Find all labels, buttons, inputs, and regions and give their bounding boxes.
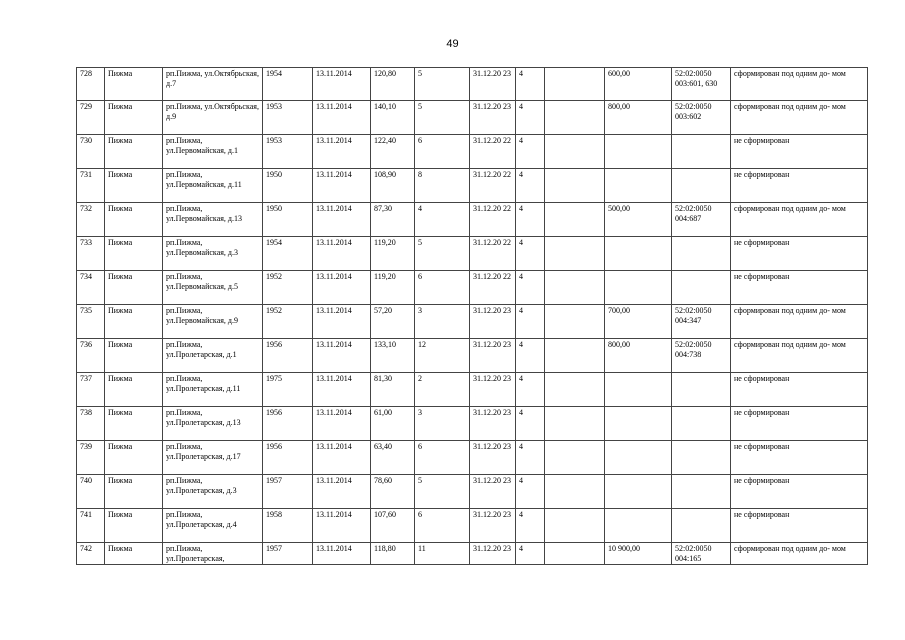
cell-address: рп.Пижма, ул.Октябрьская, д.9	[163, 101, 263, 135]
cell-amount: 10 900,00	[605, 543, 672, 565]
cell-address: рп.Пижма, ул.Пролетарская, д.11	[163, 373, 263, 407]
cell-settlement: Пижма	[105, 305, 163, 339]
cell-settlement: Пижма	[105, 339, 163, 373]
cell-cadastral-number	[672, 135, 731, 169]
table-row	[77, 373, 868, 407]
cell-build-year: 1953	[263, 101, 313, 135]
cell-settlement: Пижма	[105, 68, 163, 101]
cell-build-year: 1952	[263, 271, 313, 305]
cell-cadastral-number	[672, 169, 731, 203]
cell-category: 4	[516, 543, 545, 565]
cell-cadastral-number: 52:02:0050 004:347	[672, 305, 731, 339]
cell-land-status: сформирован под одним до- мом	[731, 68, 868, 101]
table-row	[77, 509, 868, 543]
cell-extra-column	[545, 203, 605, 237]
cell-category: 4	[516, 441, 545, 475]
cell-area: 122,40	[371, 135, 415, 169]
cell-residents-count: 6	[415, 509, 470, 543]
cell-cadastral-number: 52:02:0050 003:602	[672, 101, 731, 135]
cell-residents-count: 3	[415, 407, 470, 441]
cell-category: 4	[516, 101, 545, 135]
cell-cadastral-number: 52:02:0050 004:738	[672, 339, 731, 373]
table-row	[77, 271, 868, 305]
cell-settlement: Пижма	[105, 237, 163, 271]
cell-deadline: 31.12.20 23	[470, 543, 516, 565]
cell-residents-count: 5	[415, 237, 470, 271]
cell-address: рп.Пижма, ул.Первомайская, д.3	[163, 237, 263, 271]
cell-extra-column	[545, 68, 605, 101]
cell-inclusion-date: 13.11.2014	[313, 169, 371, 203]
cell-inclusion-date: 13.11.2014	[313, 475, 371, 509]
cell-land-status: сформирован под одним до- мом	[731, 543, 868, 565]
cell-row-number: 729	[77, 101, 105, 135]
cell-inclusion-date: 13.11.2014	[313, 237, 371, 271]
table-row	[77, 101, 868, 135]
cell-inclusion-date: 13.11.2014	[313, 135, 371, 169]
cell-amount: 800,00	[605, 101, 672, 135]
cell-row-number: 728	[77, 68, 105, 101]
table-row	[77, 475, 868, 509]
cell-build-year: 1956	[263, 339, 313, 373]
cell-settlement: Пижма	[105, 407, 163, 441]
cell-amount: 600,00	[605, 68, 672, 101]
cell-build-year: 1953	[263, 135, 313, 169]
cell-deadline: 31.12.20 23	[470, 509, 516, 543]
cell-deadline: 31.12.20 23	[470, 305, 516, 339]
cell-residents-count: 6	[415, 271, 470, 305]
cell-settlement: Пижма	[105, 271, 163, 305]
cell-amount	[605, 509, 672, 543]
cell-address: рп.Пижма, ул.Пролетарская,	[163, 543, 263, 565]
cell-land-status: сформирован под одним до- мом	[731, 305, 868, 339]
cell-build-year: 1954	[263, 68, 313, 101]
cell-area: 61,00	[371, 407, 415, 441]
cell-area: 118,80	[371, 543, 415, 565]
cell-extra-column	[545, 101, 605, 135]
cell-inclusion-date: 13.11.2014	[313, 543, 371, 565]
cell-extra-column	[545, 475, 605, 509]
cell-inclusion-date: 13.11.2014	[313, 407, 371, 441]
cell-address: рп.Пижма, ул.Первомайская, д.9	[163, 305, 263, 339]
cell-row-number: 736	[77, 339, 105, 373]
cell-category: 4	[516, 169, 545, 203]
cell-amount	[605, 135, 672, 169]
cell-residents-count: 12	[415, 339, 470, 373]
cell-build-year: 1950	[263, 203, 313, 237]
cell-settlement: Пижма	[105, 203, 163, 237]
cell-area: 120,80	[371, 68, 415, 101]
cell-category: 4	[516, 373, 545, 407]
table-row	[77, 237, 868, 271]
cell-area: 133,10	[371, 339, 415, 373]
cell-address: рп.Пижма, ул.Первомайская, д.5	[163, 271, 263, 305]
cell-deadline: 31.12.20 22	[470, 237, 516, 271]
table-row	[77, 339, 868, 373]
cell-area: 57,20	[371, 305, 415, 339]
cell-category: 4	[516, 475, 545, 509]
cell-amount: 800,00	[605, 339, 672, 373]
cell-deadline: 31.12.20 23	[470, 101, 516, 135]
cell-inclusion-date: 13.11.2014	[313, 305, 371, 339]
cell-amount: 700,00	[605, 305, 672, 339]
cell-row-number: 734	[77, 271, 105, 305]
cell-row-number: 733	[77, 237, 105, 271]
cell-cadastral-number	[672, 509, 731, 543]
cell-category: 4	[516, 135, 545, 169]
cell-settlement: Пижма	[105, 169, 163, 203]
cell-deadline: 31.12.20 22	[470, 203, 516, 237]
cell-build-year: 1975	[263, 373, 313, 407]
cell-deadline: 31.12.20 23	[470, 441, 516, 475]
cell-extra-column	[545, 135, 605, 169]
cell-land-status: не сформирован	[731, 407, 868, 441]
cell-amount	[605, 441, 672, 475]
cell-residents-count: 5	[415, 68, 470, 101]
cell-residents-count: 11	[415, 543, 470, 565]
cell-residents-count: 3	[415, 305, 470, 339]
cell-area: 81,30	[371, 373, 415, 407]
cell-extra-column	[545, 271, 605, 305]
cell-amount	[605, 407, 672, 441]
cell-land-status: сформирован под одним до- мом	[731, 339, 868, 373]
cell-residents-count: 4	[415, 203, 470, 237]
cell-amount	[605, 271, 672, 305]
cell-build-year: 1952	[263, 305, 313, 339]
cell-cadastral-number	[672, 373, 731, 407]
table-row	[77, 203, 868, 237]
cell-row-number: 741	[77, 509, 105, 543]
cell-category: 4	[516, 237, 545, 271]
cell-settlement: Пижма	[105, 373, 163, 407]
cell-land-status: не сформирован	[731, 237, 868, 271]
cell-land-status: не сформирован	[731, 135, 868, 169]
cell-cadastral-number: 52:02:0050 004:687	[672, 203, 731, 237]
cell-extra-column	[545, 169, 605, 203]
cell-cadastral-number	[672, 271, 731, 305]
cell-land-status: не сформирован	[731, 475, 868, 509]
cell-land-status: сформирован под одним до- мом	[731, 203, 868, 237]
cell-address: рп.Пижма, ул.Первомайская, д.11	[163, 169, 263, 203]
table-row	[77, 169, 868, 203]
cell-settlement: Пижма	[105, 101, 163, 135]
table-row	[77, 543, 868, 565]
cell-address: рп.Пижма, ул.Пролетарская, д.1	[163, 339, 263, 373]
cell-extra-column	[545, 305, 605, 339]
cell-row-number: 740	[77, 475, 105, 509]
cell-land-status: не сформирован	[731, 441, 868, 475]
cell-category: 4	[516, 407, 545, 441]
table-row	[77, 135, 868, 169]
table-row	[77, 68, 868, 101]
cell-area: 119,20	[371, 237, 415, 271]
cell-build-year: 1956	[263, 407, 313, 441]
cell-residents-count: 2	[415, 373, 470, 407]
table-row	[77, 305, 868, 339]
registry-body	[77, 68, 868, 565]
cell-settlement: Пижма	[105, 135, 163, 169]
cell-area: 78,60	[371, 475, 415, 509]
cell-deadline: 31.12.20 23	[470, 339, 516, 373]
cell-deadline: 31.12.20 23	[470, 475, 516, 509]
cell-land-status: не сформирован	[731, 271, 868, 305]
cell-row-number: 732	[77, 203, 105, 237]
cell-address: рп.Пижма, ул.Пролетарская, д.17	[163, 441, 263, 475]
table-row	[77, 441, 868, 475]
cell-deadline: 31.12.20 22	[470, 135, 516, 169]
cell-build-year: 1954	[263, 237, 313, 271]
cell-category: 4	[516, 68, 545, 101]
table-row	[77, 407, 868, 441]
cell-deadline: 31.12.20 23	[470, 407, 516, 441]
cell-build-year: 1956	[263, 441, 313, 475]
cell-settlement: Пижма	[105, 441, 163, 475]
cell-row-number: 731	[77, 169, 105, 203]
cell-deadline: 31.12.20 22	[470, 169, 516, 203]
cell-cadastral-number	[672, 237, 731, 271]
cell-build-year: 1950	[263, 169, 313, 203]
cell-address: рп.Пижма, ул.Первомайская, д.1	[163, 135, 263, 169]
cell-extra-column	[545, 441, 605, 475]
cell-amount	[605, 237, 672, 271]
cell-inclusion-date: 13.11.2014	[313, 101, 371, 135]
cell-inclusion-date: 13.11.2014	[313, 339, 371, 373]
cell-row-number: 738	[77, 407, 105, 441]
cell-area: 107,60	[371, 509, 415, 543]
page-number: 49	[446, 38, 459, 50]
cell-cadastral-number: 52:02:0050 004:165	[672, 543, 731, 565]
cell-inclusion-date: 13.11.2014	[313, 441, 371, 475]
cell-inclusion-date: 13.11.2014	[313, 68, 371, 101]
cell-cadastral-number	[672, 441, 731, 475]
cell-amount	[605, 169, 672, 203]
cell-address: рп.Пижма, ул.Первомайская, д.13	[163, 203, 263, 237]
cell-land-status: не сформирован	[731, 373, 868, 407]
cell-build-year: 1958	[263, 509, 313, 543]
cell-cadastral-number: 52:02:0050 003:601, 630	[672, 68, 731, 101]
cell-land-status: не сформирован	[731, 509, 868, 543]
cell-row-number: 735	[77, 305, 105, 339]
cell-build-year: 1957	[263, 543, 313, 565]
cell-extra-column	[545, 407, 605, 441]
cell-inclusion-date: 13.11.2014	[313, 509, 371, 543]
cell-settlement: Пижма	[105, 475, 163, 509]
cell-area: 108,90	[371, 169, 415, 203]
cell-deadline: 31.12.20 22	[470, 271, 516, 305]
cell-land-status: не сформирован	[731, 169, 868, 203]
cell-row-number: 742	[77, 543, 105, 565]
cell-row-number: 730	[77, 135, 105, 169]
cell-inclusion-date: 13.11.2014	[313, 203, 371, 237]
cell-address: рп.Пижма, ул.Пролетарская, д.13	[163, 407, 263, 441]
cell-category: 4	[516, 271, 545, 305]
cell-area: 87,30	[371, 203, 415, 237]
cell-residents-count: 5	[415, 101, 470, 135]
cell-amount	[605, 373, 672, 407]
cell-category: 4	[516, 305, 545, 339]
cell-inclusion-date: 13.11.2014	[313, 373, 371, 407]
cell-category: 4	[516, 509, 545, 543]
cell-extra-column	[545, 237, 605, 271]
cell-row-number: 737	[77, 373, 105, 407]
cell-area: 63,40	[371, 441, 415, 475]
cell-cadastral-number	[672, 475, 731, 509]
cell-address: рп.Пижма, ул.Пролетарская, д.3	[163, 475, 263, 509]
cell-residents-count: 8	[415, 169, 470, 203]
cell-amount: 500,00	[605, 203, 672, 237]
cell-residents-count: 6	[415, 135, 470, 169]
cell-residents-count: 5	[415, 475, 470, 509]
cell-amount	[605, 475, 672, 509]
cell-area: 119,20	[371, 271, 415, 305]
cell-settlement: Пижма	[105, 543, 163, 565]
cell-extra-column	[545, 373, 605, 407]
cell-extra-column	[545, 543, 605, 565]
cell-build-year: 1957	[263, 475, 313, 509]
cell-inclusion-date: 13.11.2014	[313, 271, 371, 305]
cell-deadline: 31.12.20 23	[470, 373, 516, 407]
cell-extra-column	[545, 509, 605, 543]
cell-area: 140,10	[371, 101, 415, 135]
cell-address: рп.Пижма, ул.Пролетарская, д.4	[163, 509, 263, 543]
cell-cadastral-number	[672, 407, 731, 441]
cell-land-status: сформирован под одним до- мом	[731, 101, 868, 135]
cell-extra-column	[545, 339, 605, 373]
cell-address: рп.Пижма, ул.Октябрьская, д.7	[163, 68, 263, 101]
cell-deadline: 31.12.20 23	[470, 68, 516, 101]
cell-residents-count: 6	[415, 441, 470, 475]
cell-category: 4	[516, 339, 545, 373]
cell-row-number: 739	[77, 441, 105, 475]
cell-category: 4	[516, 203, 545, 237]
housing-registry-table	[76, 67, 868, 565]
cell-settlement: Пижма	[105, 509, 163, 543]
